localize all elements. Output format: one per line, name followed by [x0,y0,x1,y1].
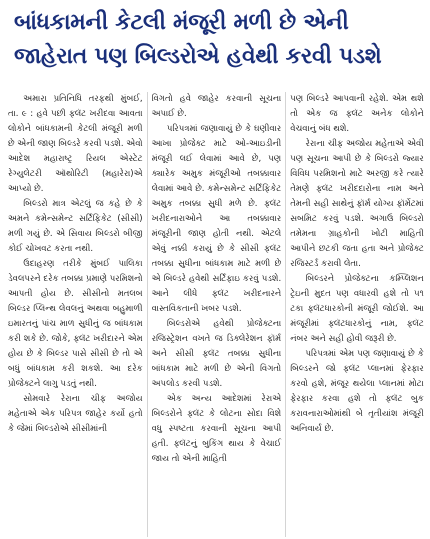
article-column-1 [8,92,147,537]
article-paragraph: પરિપત્રમાં જણાવાયું છે કે ઘણીવાર આખા પ્રોજેક્ટ માટે ઓ-આઇડીની મંજૂરી લઈ લેવામાં આવે છે, પણ ક્યારેક અમુક મંજૂરીઓ તબક્કાવાર લેવામાં આવે છે. કમેન્સમેન્ટ સર્ટિફિકેટ અમુક તબક્કા સુધી મળે છે. ફ્લૅટ ખરીદનારાઓને આ તબક્કાવાર મંજૂરીની જાણ હોતી નથી. એટલે એવું નક્કી કરાયું છે કે સીસી ફ્લૅટ તબક્કા સુધીના બાંધકામ માટે મળી છે એ બિલ્ડરે હવેથી સર્ટિફાઇ કરવું પડશે. આને લીધે ફ્લૅટ ખરીદનારને વાસ્તવિકતાની ખબર પડશે. [151,124,282,314]
article-column-2 [147,92,286,537]
article-paragraph: પરિપત્રમાં એમ પણ જણાવાયું છે કે બિલ્ડરને જો ફ્લૅટ પ્લાનમાં ફેરફાર કરવો હશે, મંજૂર થયેલા પ્લાનમાં મોટા ફેરફાર કરવા હશે તો ફ્લૅટ બુક કરાવનારાઓમાંથી બે તૃતીયાંશ મંજૂરી અનિવાર્ય છે. [290,349,424,434]
article-paragraph: બિલ્ડરો માત્ર એટલું જ કહે છે કે અમને કમેન્સમેન્ટ સર્ટિફિકેટ (સીસી) મળી ગયું છે. એ સિવાય બિલ્ડરો બીજી કોઈ ચોખવટ કરતા નથી. [8,199,143,254]
article-column-3 [285,92,424,537]
headline-line-2: જાહેરાત પણ બિલ્ડરોએ હવેથી કરવી પડશે [14,44,382,69]
article-paragraph: પણ બિલ્ડરે આપવાની રહેશે. એમ થશે તો એક જ ફ્લૅટ અનેક લોકોને વેચવાનું બંધ થશે. [290,94,424,134]
headline-line-1: બાંધકામની કેટલી મંજૂરી મળી છે એની [14,10,349,35]
article-body [8,92,424,537]
article-paragraph: એક અન્ય આદેશમાં રેરાએ બિલ્ડરોને ફ્લૅટ કે લોટના સોદા વિશે વધુ સ્પષ્ટતા કરવાની સૂચના આપી હતી. ફ્લૅટનું બુકિંગ થાય કે વેચાઈ જાય તો એની માહિતી [151,394,282,464]
article-paragraph: સોમવારે રેરાના ચીફ અજોય મહેતાએ એક પરિપત્ર જાહેર કર્યો હતો કે જેમાં બિલ્ડરોએ સીસીમાંની [8,394,143,434]
article-paragraph: વિગતો હવે જાહેર કરવાની સૂચના અપાઈ છે. [151,94,282,119]
article-paragraph: બિલ્ડરોએ હવેથી પ્રોજેક્ટના રજિસ્ટ્રેશન વખતે જ ડિક્લેરેશન ફૉર્મ અને સીસી ફ્લૅટ તબક્કા સુધીના બાંધકામ માટે મળી છે એની વિગતો અપલોડ કરવી પડશે. [151,319,282,389]
article-paragraph: બિલ્ડરને પ્રોજેક્ટના કમ્પ્લિશન ટ્રેઇની મુદત પણ વધારવી હશે તો ૫૧ ટકા ફ્લૅટધારકોની મંજૂરી જોઈશે. આ મંજૂરીમાં ફ્લૅટધારકોનું નામ, ફ્લૅટ નંબર અને સહી હોવી જરૂરી છે. [290,274,424,344]
article-paragraph: અમારા પ્રતિનિધિ તરફથી મુંબઈ, તા. ૯ : હવે પછી ફ્લૅટ ખરીદવા આવતા લોકોને બાંધકામની કેટલી મંજૂરી મળી છે એની જાણ બિલ્ડરે કરવી પડશે. એવો આદેશ મહારાષ્ટ્ર રિયલ એસ્ટેટ રેગ્યુલેટરી ઑથોરિટી (મહારેરા)એ આપ્યો છે. [8,94,143,194]
article-paragraph: રેરાના ચીફ અજોય મહેતાએ એવી પણ સૂચના આપી છે કે બિલ્ડરો જ્યાર વિવિધ પરમિશનો માટે અરજી કરે ત્યારે તેમણે ફ્લૅટ ખરીદદારોના નામ અને તેમની સહી સાથેનું ફૉર્મ યોગ્ય ફૉર્મેટમાં સબમિટ કરવું પડશે. અગાઉ બિલ્ડરો તમેમના ગ્રાહકોની ખોટી માહિતી આપીને છટકી જતા હતા અને પ્રોજેક્ટ રજિસ્ટર્ડ કરાવી લેતા. [290,139,424,269]
headline [14,6,424,74]
article-paragraph: ઉદાહરણ તરીકે મુંબઈ પાલિકા ડેવલપરને દરેક તબક્કા પ્રમાણે પરમિશનો આપતી હોય છે. સીસીનો મતલબ બિલ્ડર પ્લિન્થ લેવલનું અથવા બહુમાળી ઇમારતનું પાંચ માળ સુધીનું જ બાંધકામ કરી શકે છે. જોકે, ફ્લૅટ ખરીદારને એમ હોય છે કે બિલ્ડર પાસે સીસી છે તો એ બધું બાંધકામ કરી શકશે. આ દરેક પ્રોજેક્ટને લાગુ પડતું નથી. [8,259,143,389]
